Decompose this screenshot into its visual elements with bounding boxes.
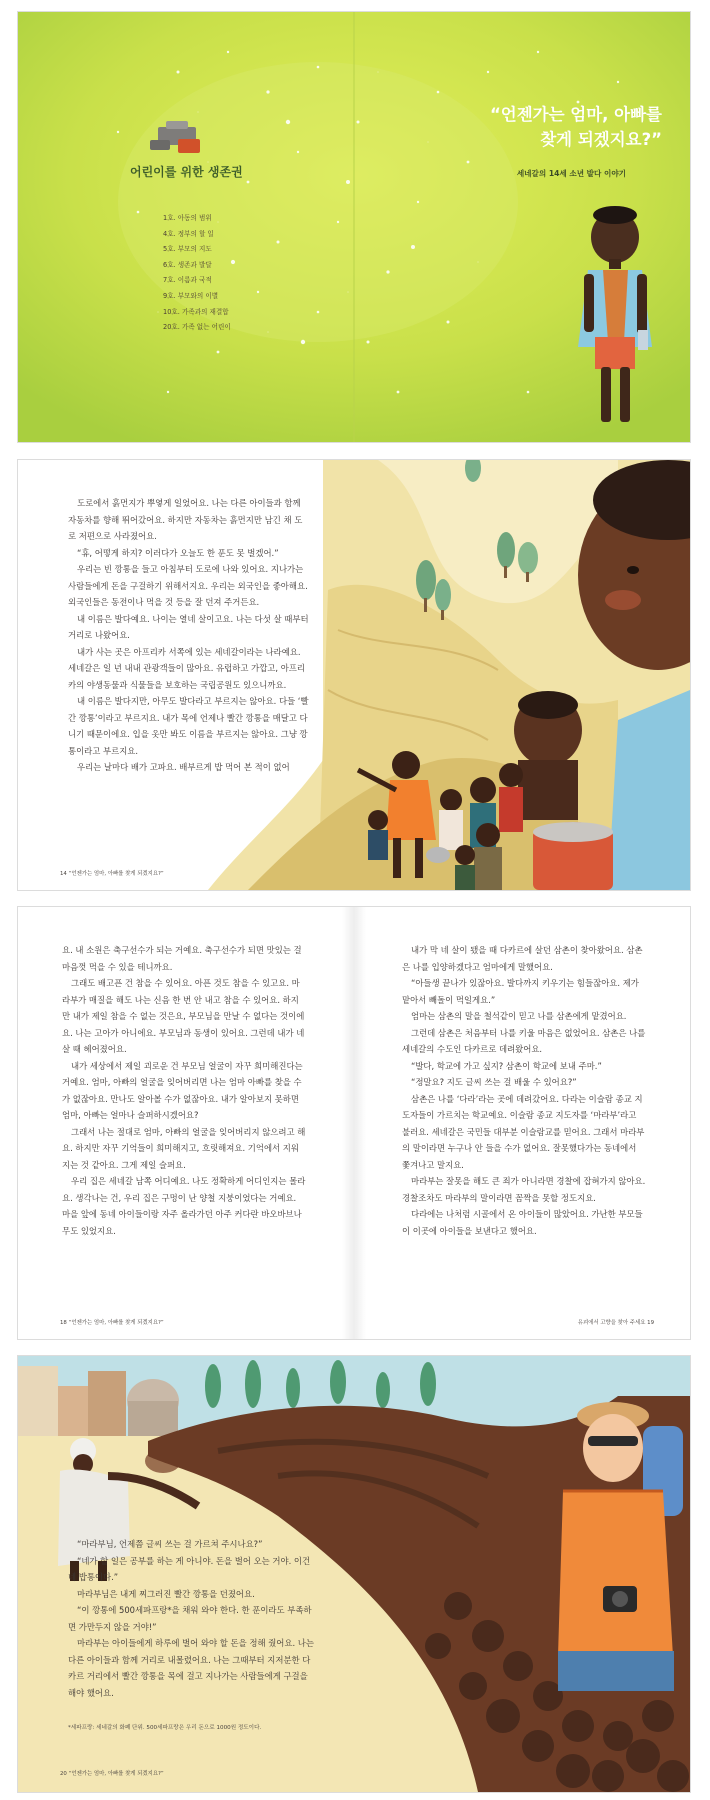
story-spread-4 [18,1356,690,1792]
paragraph: “휴, 어떻게 하지? 이러다가 오늘도 한 푼도 못 벌겠어.” [77,547,279,558]
street-children-illustration [18,460,690,890]
paragraph: 내가 사는 곳은 아프리카 서쪽에 있는 세네갈이라는 나라예요. 세네갈은 일 년 내내 관광객들이 많아요. 유럽하고 가깝고, 아프리카의 야생동물과 식물들을 보호하는 국립공원도 있으니까요. [68,646,305,690]
paragraph: 다라에는 나처럼 시골에서 온 아이들이 많았어요. 가난한 부모들이 이곳에 아이들을 보낸다고 했어요. [402,1209,643,1236]
paragraph: “아들생 끝나가 있잖아요. 발다까지 키우기는 힘들잖아요. 제가 맡아서 빼돌이 먹일게요.” [402,978,639,1005]
toc-item: 7호. 이름과 국적 [163,276,212,285]
page-footer-20: 20 “언젠가는 엄마, 아빠를 찾게 되겠지요?” [60,1771,164,1777]
paragraph: 그런데 삼촌은 처음부터 나를 키울 마음은 없었어요. 삼촌은 나를 세네갈의 수도인 다카르로 데려왔어요. [402,1027,646,1054]
main-title-line: 찾게 되겠지요?” [540,130,662,149]
toc-item: 5호. 부모의 지도 [163,245,212,254]
paragraph: 내 이름은 발다지만, 아무도 발다라고 부르지는 않아요. 다들 ‘빨간 깡통’이라고 부르지요. 내가 목에 언제나 빨간 깡통을 매달고 다니기 때문이에요. 입을 옷만 봐도 이름을 부르지는 않아요. 그냥 깡통이라고 부르지요. [68,696,309,756]
paragraph: 엄마는 삼촌의 말을 철석같이 믿고 나를 삼촌에게 맡겼어요. [411,1011,627,1021]
toc-item: 4호. 정부의 할 일 [163,229,214,238]
main-title-line: “언젠가는 엄마, 아빠를 [489,105,662,124]
paragraph: 마라부는 아이들에게 하루에 벌어 와야 할 돈을 정해 줬어요. 나는 다른 아이들과 함께 거리로 내몰렸어요. 나는 그때부터 지저분한 다카르 거리에서 빨간 깡통을 목에 걸고 지나가는 사람들에게 구걸을 해야 했어요. [68,1638,314,1698]
main-title [402,102,662,152]
paragraph: “네가 할 일은 공부를 하는 게 아니야. 돈을 벌어 오는 거야. 이건 네 밥통이다.” [68,1555,311,1582]
paragraph: “발다, 학교에 가고 싶지? 삼촌이 학교에 보내 주마.” [411,1060,602,1071]
page-footer-14: 14 “언젠가는 엄마, 아빠를 찾게 되겠지요?” [60,871,164,877]
paragraph: 삼촌은 나를 ‘다라’라는 곳에 데려갔어요. 다라는 이슬람 종교 지도자들이 가르치는 학교예요. 이슬람 종교 지도자를 ‘마라부’라고 불러요. 세네갈은 국민들 대부분 이슬람교를 믿어요. 그래서 마라부의 말이라면 누구나 안 들을 수가 없어요. 잘못했다가는 동네에서 쫓겨나고 말지요. [402,1093,645,1170]
series-title: 어린이를 위한 생존권 [130,165,243,179]
paragraph: “마라부님, 언제쯤 글씨 쓰는 걸 가르쳐 주시나요?” [77,1539,263,1549]
table-of-contents [163,211,231,336]
paragraph: 요. 내 소원은 축구선수가 되는 거예요. 축구선수가 되면 맛있는 걸 마음껏 먹을 수 있을 테니까요. [62,945,302,972]
story-spread-2 [18,460,690,890]
page-gutter [342,907,366,1339]
paragraph: 마라부는 잘못을 해도 큰 죄가 아니라면 경찰에 잡혀가지 않아요. 경찰조차도 마라부의 말이라면 꼼짝을 못할 정도지요. [402,1176,646,1203]
story-spread-3 [18,907,690,1339]
toc-item: 1호. 아동의 범위 [163,214,212,222]
paragraph: 도로에서 흙먼지가 뿌옇게 일었어요. 나는 다른 아이들과 함께 자동차를 향해 뛰어갔어요. 하지만 자동차는 흙먼지만 남긴 채 도로 저편으로 사라졌어요. [68,498,303,541]
paragraph: 그래도 배고픈 건 참을 수 있어요. 아픈 것도 참을 수 있고요. 마라부가 매질을 해도 나는 신음 한 번 안 내고 참을 수 있어요. 하지만 내가 제일 참을 수 없는 것은요, 부모님을 만날 수 없다는 것이에요. 나는 고아가 아니에요. 부모님과 동생이 있어요. 그런데 내가 네 살 때 헤어졌어요. [62,978,305,1054]
toc-item: 10호. 가족과의 재결합 [163,307,229,316]
page-footer-19: 유괴에서 고향을 찾아 주세요 19 [577,1320,654,1326]
paragraph: “이 깡통에 500세파프랑*을 채워 와야 한다. 한 푼이라도 부족하면 가만두지 않을 거야!” [68,1605,312,1632]
paragraph: 우리 집은 세네갈 남쪽 어디예요. 나도 정확하게 어디인지는 몰라요. 생각나는 건, 우리 집은 구멍이 난 양철 지붕이었다는 거예요. 마을 앞에 동네 아이들이랑 자주 올라가던 아주 커다란 바오바브나무도 있었지요. [62,1176,306,1236]
title-background-illustration [18,12,690,442]
paragraph: 내가 세상에서 제일 괴로운 건 부모님 얼굴이 자꾸 희미해진다는 거예요. 엄마, 아빠의 얼굴을 잊어버리면 나는 엄마 아빠를 찾을 수가 없잖아요. 만나도 알아볼 수가 없잖아요. 내가 알아보지 못하면 엄마, 아빠는 얼마나 슬퍼하시겠어요? [62,1060,303,1120]
page-18-text [62,942,306,1239]
paragraph: 우리는 빈 깡통을 들고 아침부터 도로에 나와 있어요. 지나가는 사람들에게 돈을 구걸하기 위해서지요. 우리는 외국인을 좋아해요. 외국인들은 동전이나 먹을 것 등을 잘 던져 주거든요. [68,564,308,607]
title-spread [18,12,690,442]
subtitle: 세네갈의 14세 소년 발다 이야기 [516,169,626,178]
paragraph: 내가 막 네 살이 됐을 때 다카르에 살던 삼촌이 찾아왔어요. 삼촌은 나를 입양하겠다고 엄마에게 말했어요. [402,945,643,972]
paragraph: 마라부님은 내게 찌그러진 빨간 깡통을 던졌어요. [77,1588,255,1599]
footnote: *세파프랑: 세네갈의 화폐 단위. 500세파프랑은 우리 돈으로 1000원 정도이다. [68,1725,262,1731]
toc-item: 6호. 생존과 발달 [163,260,212,269]
paragraph: 내 이름은 발다예요. 나이는 열네 살이고요. 나는 다섯 살 때부터 거리로 나왔어요. [68,613,309,640]
page-20-text [68,1536,316,1701]
page-19-text [402,942,646,1239]
paragraph: “정말요? 지도 글씨 쓰는 걸 배울 수 있어요?” [411,1077,577,1087]
paragraph: 우리는 날마다 배가 고파요. 배부르게 밥 먹어 본 적이 없어 [77,762,290,772]
paragraph: 그래서 나는 절대로 엄마, 아빠의 얼굴을 잊어버리지 않으려고 해요. 하지만 자꾸 기억들이 희미해지고, 흐릿해져요. 기억에서 지워지는 것 같아요. 그게 제일 슬퍼요. [62,1126,306,1170]
page-footer-18: 18 “언젠가는 엄마, 아빠를 찾게 되겠지요?” [60,1320,164,1326]
toc-item: 9호. 부모와의 이별 [163,291,219,300]
toc-item: 20호. 가족 없는 어린이 [163,323,231,332]
